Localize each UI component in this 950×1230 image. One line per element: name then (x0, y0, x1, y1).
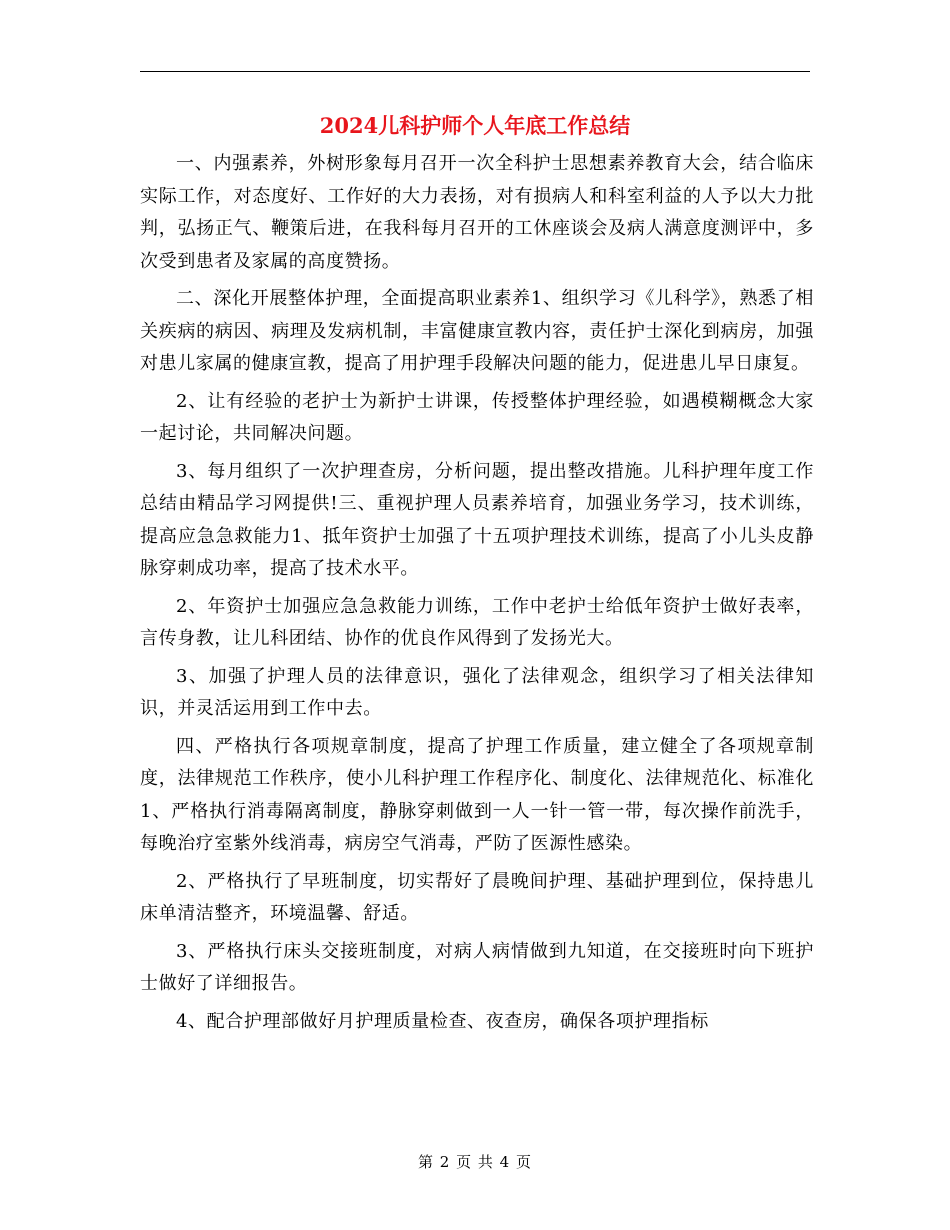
paragraph-7: 四、严格执行各项规章制度，提高了护理工作质量，建立健全了各项规章制度，法律规范工作秩序，使小儿科护理工作程序化、制度化、法律规范化、标准化1、严格执行消毒隔离制度，静脉穿刺做到一人一针一管一带，每次操作前洗手，每晚治疗室紫外线消毒，病房空气消毒，严防了医源性感染。 (140, 735, 814, 854)
paragraph-10: 4、配合护理部做好月护理质量检查、夜查房，确保各项护理指标 (176, 1010, 709, 1032)
document-title: 2024儿科护师个人年底工作总结 (319, 113, 631, 138)
paragraph-8: 2、严格执行了早班制度，切实帮好了晨晚间护理、基础护理到位，保持患儿床单清洁整齐，环境温馨、舒适。 (140, 870, 814, 924)
paragraph-6: 3、加强了护理人员的法律意识，强化了法律观念，组织学习了相关法律知识，并灵活运用到工作中去。 (140, 665, 814, 719)
header-rule (140, 71, 810, 72)
page-number: 第 2 页 共 4 页 (418, 1153, 532, 1171)
paragraph-3: 2、让有经验的老护士为新护士讲课，传授整体护理经验，如遇模糊概念大家一起讨论，共同解决问题。 (140, 390, 814, 444)
paragraph-2: 二、深化开展整体护理，全面提高职业素养1、组织学习《儿科学》，熟悉了相关疾病的病因、病理及发病机制，丰富健康宣教内容，责任护士深化到病房，加强对患儿家属的健康宣教，提高了用护理手段解决问题的能力，促进患儿早日康复。 (140, 288, 814, 374)
paragraph-9: 3、严格执行床头交接班制度，对病人病情做到九知道，在交接班时向下班护士做好了详细报告。 (140, 940, 814, 994)
document-body (140, 148, 814, 1043)
paragraph-1: 一、内强素养，外树形象每月召开一次全科护士思想素养教育大会，结合临床实际工作，对态度好、工作好的大力表扬，对有损病人和科室利益的人予以大力批判，弘扬正气、鞭策后进，在我科每月召开的工休座谈会及病人满意度测评中，多次受到患者及家属的高度赞扬。 (140, 153, 814, 272)
paragraph-4: 3、每月组织了一次护理查房，分析问题，提出整改措施。儿科护理年度工作总结由精品学习网提供!三、重视护理人员素养培育，加强业务学习，技术训练，提高应急急救能力1、抵年资护士加强了十五项护理技术训练，提高了小儿头皮静脉穿刺成功率，提高了技术水平。 (140, 460, 814, 579)
paragraph-5: 2、年资护士加强应急急救能力训练，工作中老护士给低年资护士做好表率，言传身教，让儿科团结、协作的优良作风得到了发扬光大。 (140, 595, 814, 649)
